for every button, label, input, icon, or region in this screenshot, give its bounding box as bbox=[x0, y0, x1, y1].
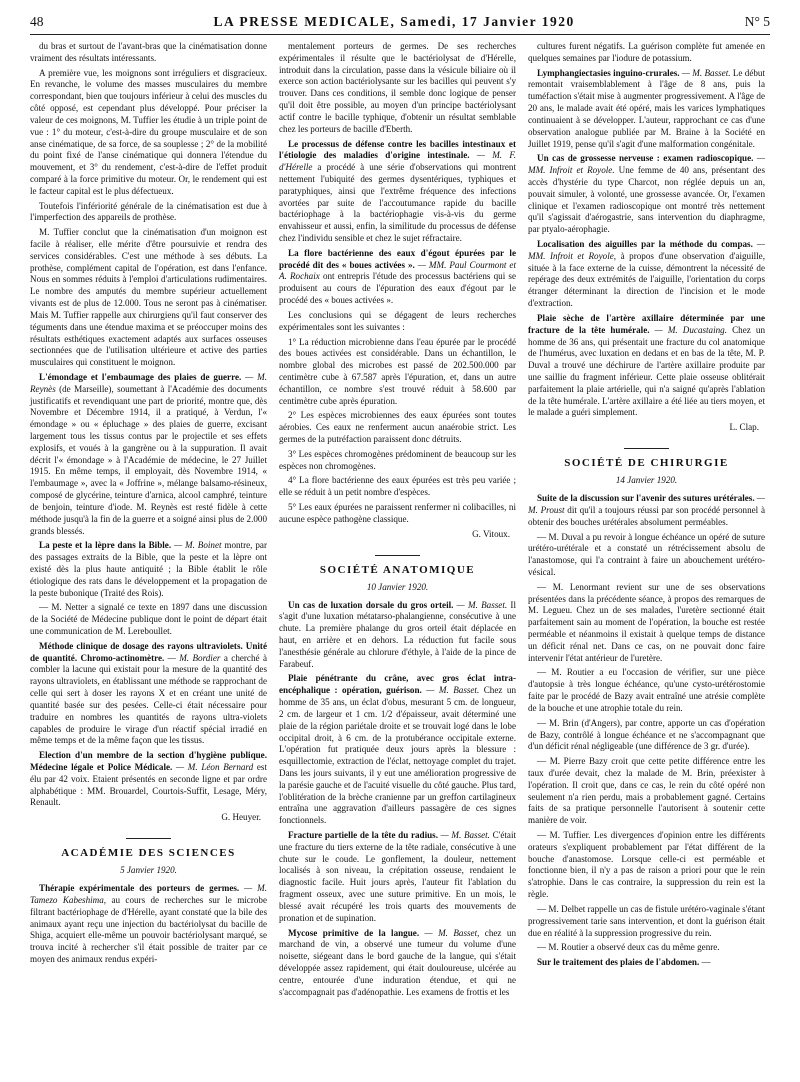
section-emondage bbox=[30, 372, 267, 537]
section-text: montre, par des passages extraits de la Bible, que la peste et la lèpre ont existé dès la plus haute antiquité ; la Bible établit le rôle étiologique des rats dans le développement et la propagation de la peste bubonique (Traité des Rois). bbox=[30, 540, 267, 598]
section-title: Plaie pénétrante du crâne, avec gros éclat intra-encéphalique : opération, guérison. bbox=[279, 673, 516, 696]
section-title: Election d'un membre de la section d'hygiène publique. Médecine légale et Police Médicale. bbox=[30, 750, 267, 772]
section-lymphangiectasies bbox=[528, 68, 765, 151]
banner-date: 14 Janvier 1920. bbox=[615, 475, 678, 486]
paragraph: — M. Delbet rappelle un cas de fistule urétéro-vaginale s'étant progressivement tarie sans intervention, et dont la guérison était due en réalité à la suppression progressive du rein. bbox=[528, 903, 765, 938]
section-aiguilles bbox=[528, 239, 765, 310]
section-author: — MM. Infroit et Royole, bbox=[528, 239, 766, 261]
paragraph: 2° Les espèces microbiennes des eaux épurées sont toutes aérobies. Ces eaux ne renferment aucun anaérobie strict. Les germes de la putréfaction paraissent donc détruits. bbox=[279, 410, 516, 444]
section-flore bbox=[279, 248, 516, 307]
paragraph: cultures furent négatifs. La guérison complète fut amenée en quelques semaines par l'iodure de potassium. bbox=[528, 41, 765, 63]
section-title: Sur le traitement des plaies de l'abdomen. bbox=[537, 957, 700, 968]
section-title: Localisation des aiguilles par la méthode du compas. bbox=[537, 239, 753, 249]
author-signature: L. Clap. bbox=[729, 422, 759, 433]
paragraph: — M. Lenormant revient sur une de ses observations présentées dans la précédente séance, à propos des remarques de M. Legueu. Chez un de ses malades, l'uretère sectionné était parfaitement sain au moment de l'opération, la bouche est restée perméable et néanmoins il existait à quelque temps de distance un déficit rénal net. Dans ce cas, on ne pouvait donc faire intervenir l'état antérieur de l'uretère. bbox=[528, 581, 765, 663]
section-author: — M. Basset, bbox=[419, 927, 480, 938]
section-title: Plaie sèche de l'artère axillaire déterminée par une fracture de la tête humérale. bbox=[528, 312, 765, 335]
section-author: — M. F. d'Hérelle bbox=[279, 150, 516, 173]
section-text: (de Marseille), soumettant à l'Académie des documents justificatifs et revendiquant une part de priorité, montre que, dès Novembre et Décembre 1914, il a pratiqué, à Verdun, l'« émondage » ou « épluchage » des plaies de guerre, excisant largement tous les tissus contus par le projectile et ses effets explosifs, et voués à la gangrène ou à la suppuration. Il avait décrit l'« émondage » à l'Académie de médecine, le 27 Juillet 1915. En même temps, il employait, dès Novembre 1914, « l'embaumage », avec la « Joffrine », mélange balsamo-résineux, composé de glycérine, teinture d'arnica, alcool camphré, teinture de benjoin, teinture d'iode. M. Reynès est resté fidèle à cette méthode jusqu'à la fin de la guerre et a soigné ainsi plus de 2.000 grands blessés. bbox=[30, 383, 268, 536]
section-grossesse bbox=[528, 153, 765, 236]
section-text: ont entrepris l'étude des processus bactériens qui se produisent au cours de l'épuration des eaux d'égout par le procédé des « boues activées ». bbox=[279, 271, 516, 306]
banner-title: SOCIÉTÉ ANATOMIQUE bbox=[319, 563, 476, 576]
section-author: — M. Léon Bernard bbox=[172, 761, 254, 772]
journal-title: LA PRESSE MEDICALE, Samedi, 17 Janvier 1920 bbox=[213, 14, 575, 29]
author-signature: G. Heuyer. bbox=[221, 812, 261, 823]
section-title: Thérapie expérimentale des porteurs de germes. bbox=[39, 883, 240, 894]
paragraph: 5° Les eaux épurées ne paraissent renfermer ni colibacilles, ni aucune espèce pathogène classique. bbox=[279, 502, 516, 524]
page-number: 48 bbox=[30, 14, 44, 29]
section-artere-axillaire bbox=[528, 313, 765, 419]
section-author: — M. Basset. bbox=[679, 67, 731, 78]
paragraph: Les conclusions qui se dégagent de leurs recherches expérimentales sont les suivantes : bbox=[279, 309, 516, 332]
paragraph: A première vue, les moignons sont irréguliers et disgracieux. En revanche, le volume des masses musculaires du membre correspondant, bien que toujours inférieur à celui des muscles du côté opposé, est cependant plus développé. Pour préciser la valeur de ces moignons, M. Tuffier les étudie à un triple point de vue : 1° du moteur, c'est-à-dire du groupe musculaire et de son anse cinématique, de sa force, de sa souplesse ; 2° de la mobilité du point fixé de l'anse cinématique qui donnera l'étendue du mouvement, et 3° du rendement, c'est-à-dire de l'effet produit comparé à la force primitive du moteur. Or, le rendement qui est le facteur capital est le plus défectueux. bbox=[30, 67, 267, 196]
section-title: Mycose primitive de la langue. bbox=[288, 927, 420, 938]
paragraph: 3° Les espèces chromogènes prédominent de beaucoup sur les espèces non chromogènes. bbox=[279, 448, 516, 471]
section-text: Chez un homme de 36 ans, qui présentait une fracture du col anatomique de l'humérus, avec luxation en dedans et en bas de la tête, M. P. Duval a trouvé une déchirure de l'artère axillaire produite par une saillie du fragment inférieur. Cette plaie osseuse oblitérait parfaitement la plaie artérielle, qui n'a saigné qu'après l'ablation de la tête humérale. L'artère axillaire a été liée au tiers moyen, et le malade a guéri simplement. bbox=[528, 324, 765, 418]
column-1 bbox=[30, 41, 267, 1001]
column-3 bbox=[528, 41, 765, 1001]
section-title: L'émondage et l'embaumage des plaies de guerre. bbox=[39, 371, 242, 382]
section-text: Chez un homme de 35 ans, un éclat d'obus, mesurant 5 cm. de longueur, 2 cm. de largeur et 1 cm. 1/2 d'épaisseur, avait déterminé une plaie de la région pariétale droite et se trouvait logé dans le lobe occipital droit, à 6 cm. de la protubérance occipitale externe. L'opération fut pratiquée deux jours après la blessure : esquillectomie, extraction de l'éclat, nettoyage complet du trajet. Dans les jours suivants, il y eut une amélioration progressive de la parésie gauche et de l'acuité visuelle du côté gauche. Plus tard, l'oblitération de la brèche cranienne par un greffon cartilagineux entraîna une aggravation d'ailleurs passagère de ces signes fonctionnels. bbox=[279, 685, 516, 826]
column-2 bbox=[279, 41, 516, 1001]
paragraph: — M. Tuffier. Les divergences d'opinion entre les différents orateurs s'expliquent probablement par l'état différent de la bouche d'anastomose. Lorsque celle-ci est perméable et fonctionne bien, il n'y a pas de raison a priori pour que le rein s'atrophie. Dans le cas contraire, la suppression du rein est la règle. bbox=[528, 830, 765, 900]
section-text: Le début remontait vraisemblablement à l'âge de 8 ans, puis la tuméfaction s'était mise à augmenter progressivement. A l'âge de 20 ans, le malade avait été opéré, mais les varices lymphatiques continuaient à se développer. L'auteur, rapprochant ce cas d'une observation analogue publiée par M. Braine à la Société en Juillet 1919, pense qu'il s'agit d'une malformation congénitale. bbox=[528, 67, 765, 149]
section-text: chez un marchand de vin, a observé une tumeur du volume d'une noisette, siégeant dans le bord gauche de la langue, qui s'était développée assez rapidement, qui était douloureuse, ulcérée au centre, entourée d'une induration étendue, et qui ne s'accompagnait pas d'adénopathie. Les examens de frottis et les bbox=[279, 927, 516, 997]
section-abdomen bbox=[528, 957, 765, 969]
section-title: Fracture partielle de la tête du radius. bbox=[288, 830, 438, 841]
section-author: — M. Boinet bbox=[171, 540, 222, 551]
section-author: — M. Basset. bbox=[421, 685, 480, 696]
section-text: C'était une fracture du tiers externe de la tête radiale, consécutive à une chute sur le coude. Le gonflement, la douleur, nettement localisés à son niveau, la crépitation osseuse, rendaient le diagnostic facile. Huit jours après, l'auteur fit l'ablation du fragment osseux, avec une suture primitive. En un mois, le blessé avait récupéré les trois quarts des mouvements de pronation et de supination. bbox=[279, 830, 516, 923]
section-title: Suite de la discussion sur l'avenir des sutures urétérales. bbox=[537, 493, 755, 504]
paragraph: mentalement porteurs de germes. De ses recherches expérimentales il résulte que le bactériolysat de d'Hérelle, introduit dans la circulation, passe dans la vésicule biliaire où il exerce son action bactériolysante sur les bacilles qui peuvent s'y trouver. Dans ces conditions, il semble donc logique de penser qu'il doit être possible, au moyen d'un principe bactériolysant actif contre le bacille typhique, d'obtenir un résultat semblable chez les porteurs de bacille d'Eberth. bbox=[279, 41, 516, 134]
section-luxation bbox=[279, 600, 516, 671]
author-signature: G. Vitoux. bbox=[472, 528, 510, 539]
section-author: — MM. Paul Courmont et A. Rochaix bbox=[279, 259, 516, 282]
section-title: Le processus de défense contre les bacilles intestinaux et l'étiologie des maladies d'origine intestinale. bbox=[279, 138, 516, 161]
section-plaie-crane bbox=[279, 673, 516, 827]
section-title: La flore bactérienne des eaux d'égout épurées par le procédé dit des « boues activées ». bbox=[279, 247, 516, 270]
banner-title: SOCIÉTÉ DE CHIRURGIE bbox=[564, 457, 729, 469]
section-text: est élu par 42 voix. Etaient présentés en seconde ligne et par ordre alphabétique : MM. Brouardel, Courtois-Suffit, Lesage, Méry, Renault. bbox=[30, 761, 267, 808]
section-election bbox=[30, 750, 267, 809]
paragraph: — M. Pierre Bazy croit que cette petite différence entre les taux d'urée devait, chez la malade de M. Brin, préexister à l'opération. Il croit que, dans ce cas, le rein du côté opéré non seulement n'a rien perdu, mais a probablement gagné. Certains faits de sa pratique personnelle l'autorisent à soutenir cette manière de voir. bbox=[528, 756, 765, 826]
section-mycose bbox=[279, 928, 516, 999]
section-title: Méthode clinique de dosage des rayons ultraviolets. Unité de quantité. Chromo-actinomètre. bbox=[30, 640, 267, 663]
divider bbox=[375, 555, 420, 556]
section-author: — M. Basset. bbox=[437, 830, 490, 841]
section-banner-academie bbox=[30, 838, 267, 877]
section-bacilles bbox=[279, 139, 516, 245]
banner-date: 5 Janvier 1920. bbox=[120, 865, 177, 876]
section-title: La peste et la lèpre dans la Bible. bbox=[39, 540, 172, 551]
section-author: — M. Basset. bbox=[453, 599, 508, 610]
divider bbox=[624, 448, 669, 449]
paragraph: du bras et surtout de l'avant-bras que la cinématisation donne vraiment des résultats intéressants. bbox=[30, 41, 267, 63]
section-author: — MM. Infroit et Royole. bbox=[528, 153, 766, 176]
section-author: — M. Reynès bbox=[30, 371, 267, 394]
section-author: — M. Ducastaing. bbox=[649, 324, 727, 335]
section-fracture-radius bbox=[279, 830, 516, 925]
section-text: Une femme de 40 ans, présentant des accès d'hystérie du type Charcot, non réglée depuis un an, pouvait simuler, à volonté, une grossesse avancée. Or, l'examen clinique et l'examen radioscopique ont montré très nettement qu'il s'agissait d'aérogastrie, sans intervention du diaphragme, par ptyalo-aérophagie. bbox=[528, 165, 765, 235]
section-title: Lymphangiectasies inguino-crurales. bbox=[537, 67, 680, 78]
paragraph: 1° La réduction microbienne dans l'eau épurée par le procédé des boues activées est considérable. Dans un échantillon, le nombre global des microbes est passé de 202.500.000 par centimètre cube à 67.587 après l'épuration, et, dans un autre échantillon, ce nombre s'est trouvé réduit à 58.600 par centimètre cube après épuration. bbox=[279, 336, 516, 406]
section-author: — M. Tamezo Kabeshima, bbox=[30, 883, 267, 905]
section-banner-chirurgie bbox=[528, 448, 765, 487]
section-text: a procédé à une série d'observations qui montrent nettement l'ubiquité des germes dysentériques, typhiques et paratyphiques, ainsi que l'extrême fréquence des infections avortées par suite de l'accoutumance rapide du bacille bactériophage à la bactériophagie vis-à-vis du germe envahisseur et aussi, enfin, la similitude du processus de défense chez l'individu sensible et chez le sujet réfractaire. bbox=[279, 162, 516, 243]
page-header bbox=[30, 14, 770, 35]
section-banner-anatomique bbox=[279, 555, 516, 594]
banner-title: ACADÉMIE DES SCIENCES bbox=[61, 847, 236, 859]
section-sutures bbox=[528, 493, 765, 528]
section-text: — bbox=[699, 957, 711, 968]
section-author: — M. Bordier bbox=[164, 652, 221, 663]
paragraph: — M. Routier a observé deux cas du même genre. bbox=[537, 942, 720, 953]
divider bbox=[126, 838, 171, 839]
paragraph: — M. Netter a signalé ce texte en 1897 dans une discussion de la Société de Médecine publique dont le point de départ était une communication de M. Lereboullet. bbox=[30, 602, 267, 636]
section-text: au cours de recherches sur le microbe filtrant bactériophage de d'Hérelle, ayant constaté que la bile des animaux ayant reçu une injection du bactériolysat du bacille de Shiga, acquiert elle-même un pouvoir bactériolysant marqué, se trouva incité à rechercher s'il était possible de traiter par ce moyen des animaux rendus expéri- bbox=[30, 894, 267, 964]
paragraph: M. Tuffier conclut que la cinématisation d'un moignon est facile à réaliser, elle mérite d'être poursuivie et rendra des services considérables. C'est une méthode à ses débuts. La prothèse, complément capital de l'opération, est dans l'enfance. Nous en sommes réduits à l'emploi d'articulations rudimentaires. Le nombre des amputés du membre supérieur actuellement vivants est de plus de 12.000. Tous ne seront pas à cinématiser. Mais M. Tuffier rappelle aux chirurgiens qu'il faut conserver des téguments dans une étendue maxima et se préoccuper moins des résultats esthétiques exactement adaptés aux surfaces osseuses sectionnées que de l'utilisation ultérieure et active des parties musculaires qui constituent le moignon. bbox=[30, 227, 267, 368]
section-text: Il s'agit d'une luxation métatarso-phalangienne, consécutive à une chute. La première phalange du gros orteil était déplacée en haut, en arrière et en dehors. La réduction fut facile sous l'anesthésie générale au chlorure d'éthyle, à l'aide de la pince de Farabeuf. bbox=[279, 599, 516, 669]
paragraph: — M. Brin (d'Angers), par contre, apporte un cas d'opération de Bazy, contrôlé à longue échéance et ne s'accompagnant que d'un déficit rénal négligeable (une différence de 3 gr. d'urée). bbox=[528, 717, 765, 752]
section-title: Un cas de grossesse nerveuse : examen radioscopique. bbox=[537, 153, 754, 164]
paragraph: Toutefois l'infériorité générale de la cinématisation est due à l'imperfection des appareils de prothèse. bbox=[30, 200, 267, 223]
section-text: dit qu'il a toujours réussi par son procédé personnel à obtenir des bouches urétérales absolument perméables. bbox=[528, 504, 765, 527]
section-ultraviolets bbox=[30, 641, 267, 747]
banner-date: 10 Janvier 1920. bbox=[366, 581, 429, 592]
section-text: a cherché à combler la lacune qui existait pour la mesure de la quantité des rayons ultraviolets, en établissant une méthode se rapprochant de celle qui sert à doser les rayons X et en créant une unité de quantité basée sur des pesées. Celle-ci était nécessaire pour traduire en nombres les quantités de rayons ultra-violets capables de produire le virage d'un réactif spécial irradié en même temps et de la même façon que les tissus. bbox=[30, 652, 267, 746]
paragraph: — M. Routier a eu l'occasion de vérifier, sur une pièce d'autopsie à très longue échéance, qu'une cysto-urétérostomie faite par le procédé de Bazy avait entraîné une atrésie complète de la bouche et une atrophie totale du rein. bbox=[528, 667, 765, 713]
section-title: Un cas de luxation dorsale du gros orteil. bbox=[288, 599, 454, 610]
section-peste bbox=[30, 540, 267, 599]
paragraph: 4° La flore bactérienne des eaux épurées est très peu variée ; elle se réduit à un petit nombre d'espèces. bbox=[279, 475, 516, 498]
section-text: à propos d'une observation d'aiguille, située à la face externe de la cuisse, démontrent la nécessité de repérage des deux extrémités de l'aiguille, l'orientation du corps étranger déterminant la direction de l'incision et le mode d'extraction. bbox=[528, 250, 765, 309]
section-author: — M. Proust bbox=[528, 493, 765, 515]
article-columns bbox=[30, 41, 770, 1001]
section-therapie bbox=[30, 883, 267, 966]
paragraph: — M. Duval a pu revoir à longue échéance un opéré de suture urétéro-urétérale et a constaté un rétrécissement absolu de l'anastomose, qui l'a contraint à faire un abouchement urétéro-vésical. bbox=[528, 531, 765, 577]
issue-number: N° 5 bbox=[744, 14, 770, 29]
